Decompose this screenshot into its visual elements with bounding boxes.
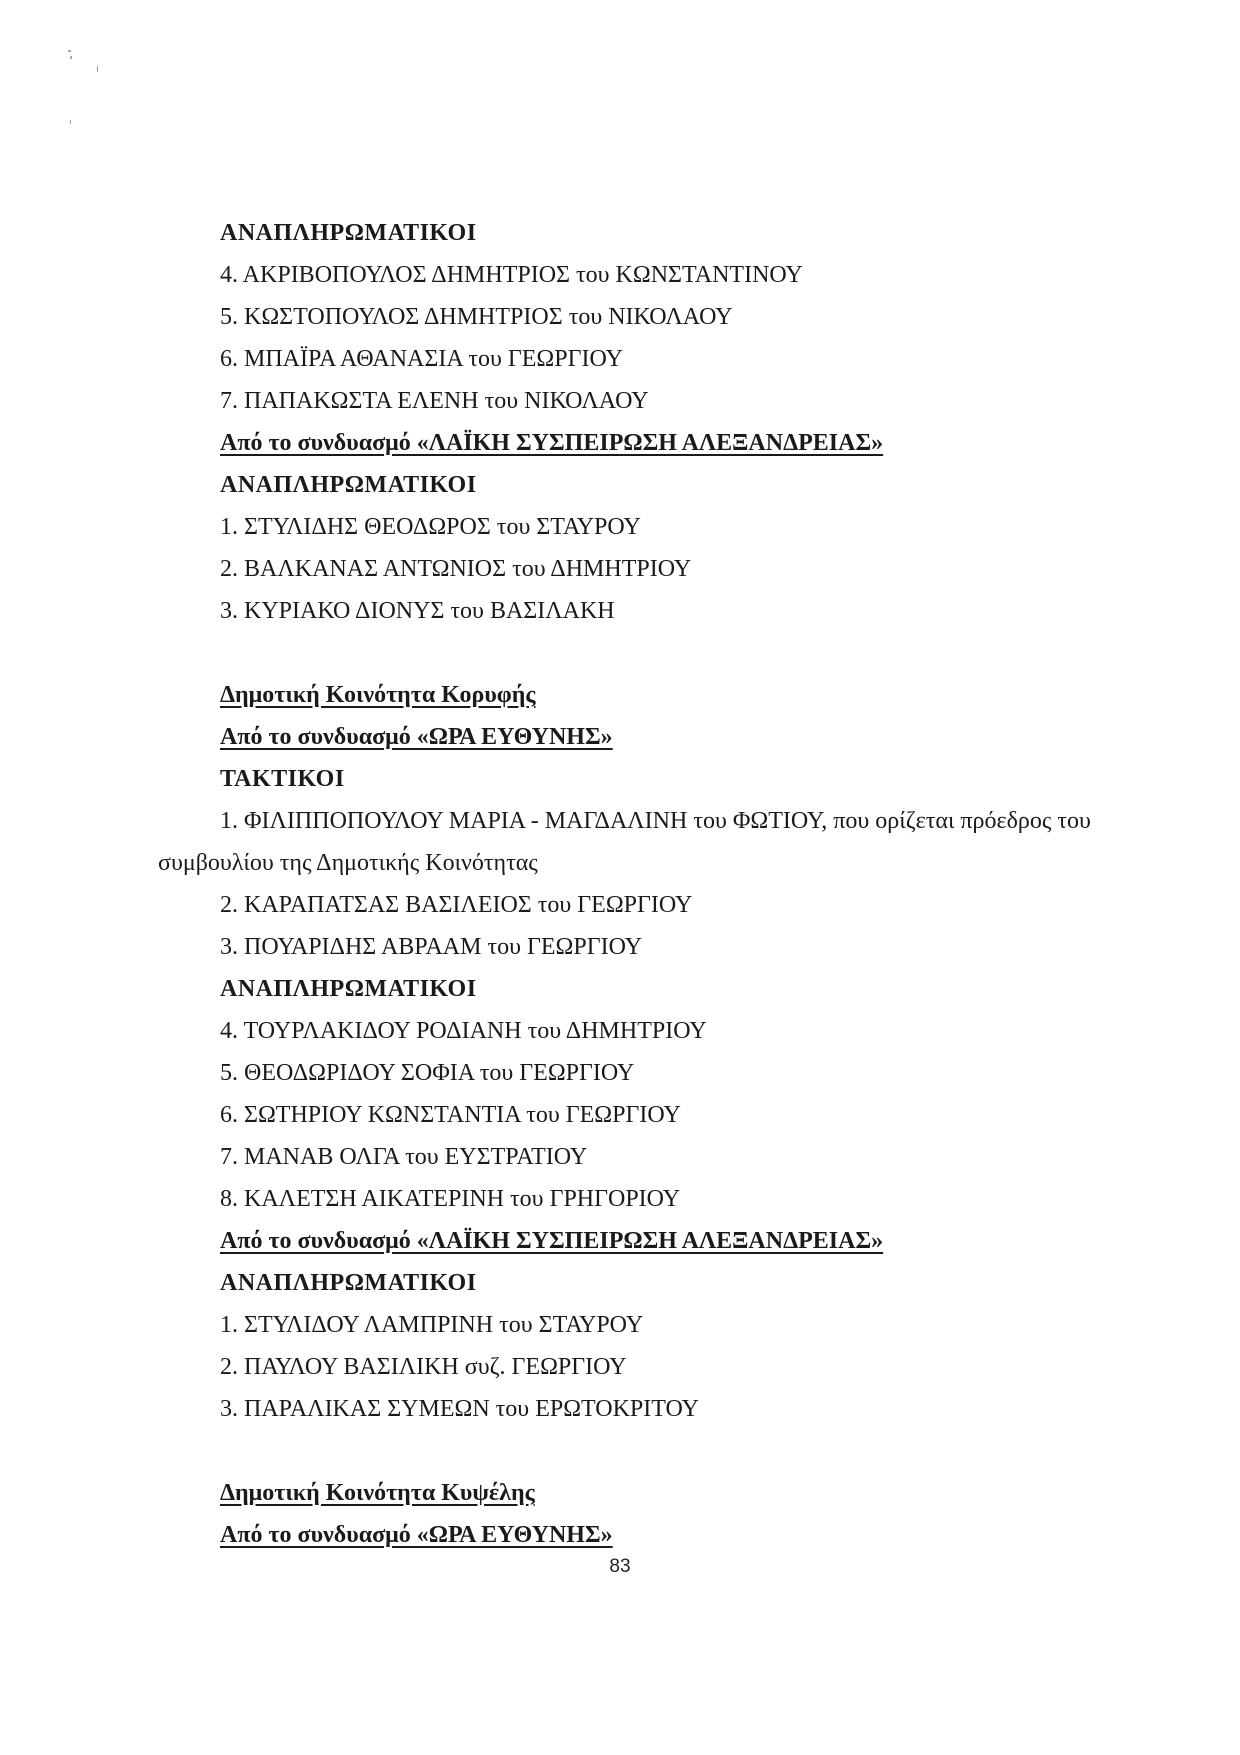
list-item: 3. ΠΑΡΑΛΙΚΑΣ ΣΥΜΕΩΝ του ΕΡΩΤΟΚΡΙΤΟΥ [220, 1396, 699, 1422]
list-item: 5. ΘΕΟΔΩΡΙΔΟΥ ΣΟΦΙΑ του ΓΕΩΡΓΙΟΥ [220, 1060, 635, 1086]
list-item: 4. ΤΟΥΡΛΑΚΙΔΟΥ ΡΟΔΙΑΝΗ του ΔΗΜΗΤΡΙΟΥ [220, 1018, 707, 1044]
section-heading: ΑΝΑΠΛΗΡΩΜΑΤΙΚΟΙ [220, 976, 477, 1002]
coalition-heading: Από το συνδυασμό «ΩΡΑ ΕΥΘΥΝΗΣ» [220, 1522, 613, 1548]
list-item: 4. ΑΚΡΙΒΟΠΟΥΛΟΣ ΔΗΜΗΤΡΙΟΣ του ΚΩΝΣΤΑΝΤΙΝΟΥ [220, 262, 803, 288]
section-heading: ΤΑΚΤΙΚΟΙ [220, 766, 345, 792]
document-body [158, 212, 1120, 1556]
list-item: 2. ΠΑΥΛΟΥ ΒΑΣΙΛΙΚΗ συζ. ΓΕΩΡΓΙΟΥ [220, 1354, 627, 1380]
coalition-heading: Από το συνδυασμό «ΛΑΪΚΗ ΣΥΣΠΕΙΡΩΣΗ ΑΛΕΞΑΝΔΡΕΙΑΣ» [220, 1228, 884, 1254]
scan-speck [68, 50, 71, 52]
list-item: 1. ΦΙΛΙΠΠΟΠΟΥΛΟΥ ΜΑΡΙΑ - ΜΑΓΔΑΛΙΝΗ του ΦΩΤΙΟΥ, που ορίζεται πρόεδρος του [220, 808, 1091, 834]
list-item: 8. ΚΑΛΕΤΣΗ ΑΙΚΑΤΕΡΙΝΗ του ΓΡΗΓΟΡΙΟΥ [220, 1186, 681, 1212]
paragraph-gap [220, 1430, 1120, 1472]
scan-speck [97, 66, 98, 72]
coalition-heading: Από το συνδυασμό «ΛΑΪΚΗ ΣΥΣΠΕΙΡΩΣΗ ΑΛΕΞΑΝΔΡΕΙΑΣ» [220, 430, 884, 456]
section-heading: ΑΝΑΠΛΗΡΩΜΑΤΙΚΟΙ [220, 1270, 477, 1296]
list-item: 7. ΠΑΠΑΚΩΣΤΑ ΕΛΕΝΗ του ΝΙΚΟΛΑΟΥ [220, 388, 649, 414]
list-item: 3. ΠΟΥΑΡΙΔΗΣ ΑΒΡΑΑΜ του ΓΕΩΡΓΙΟΥ [220, 934, 643, 960]
section-heading: ΑΝΑΠΛΗΡΩΜΑΤΙΚΟΙ [220, 472, 477, 498]
page-number: 83 [609, 1556, 631, 1577]
coalition-heading: Από το συνδυασμό «ΩΡΑ ΕΥΘΥΝΗΣ» [220, 724, 613, 750]
list-item: 5. ΚΩΣΤΟΠΟΥΛΟΣ ΔΗΜΗΤΡΙΟΣ του ΝΙΚΟΛΑΟΥ [220, 304, 733, 330]
list-item: 3. ΚΥΡΙΑΚΟ ΔΙΟΝΥΣ του ΒΑΣΙΛΑΚΗ [220, 598, 615, 624]
community-heading: Δημοτική Κοινότητα Κυψέλης [220, 1480, 535, 1506]
paragraph-gap [220, 632, 1120, 674]
scan-speck [70, 120, 71, 124]
list-item-continuation: συμβουλίου της Δημοτικής Κοινότητας [158, 850, 538, 876]
list-item: 1. ΣΤΥΛΙΔΗΣ ΘΕΟΔΩΡΟΣ του ΣΤΑΥΡΟΥ [220, 514, 641, 540]
list-item: 6. ΣΩΤΗΡΙΟΥ ΚΩΝΣΤΑΝΤΙΑ του ΓΕΩΡΓΙΟΥ [220, 1102, 681, 1128]
community-heading: Δημοτική Κοινότητα Κορυφής [220, 682, 536, 708]
list-item: 2. ΒΑΛΚΑΝΑΣ ΑΝΤΩΝΙΟΣ του ΔΗΜΗΤΡΙΟΥ [220, 556, 692, 582]
scan-speck [70, 56, 72, 59]
list-item: 7. ΜΑΝΑΒ ΟΛΓΑ του ΕΥΣΤΡΑΤΙΟΥ [220, 1144, 588, 1170]
section-heading: ΑΝΑΠΛΗΡΩΜΑΤΙΚΟΙ [220, 220, 477, 246]
list-item: 2. ΚΑΡΑΠΑΤΣΑΣ ΒΑΣΙΛΕΙΟΣ του ΓΕΩΡΓΙΟΥ [220, 892, 693, 918]
list-item: 6. ΜΠΑΪΡΑ ΑΘΑΝΑΣΙΑ του ΓΕΩΡΓΙΟΥ [220, 346, 623, 372]
list-item: 1. ΣΤΥΛΙΔΟΥ ΛΑΜΠΡΙΝΗ του ΣΤΑΥΡΟΥ [220, 1312, 644, 1338]
